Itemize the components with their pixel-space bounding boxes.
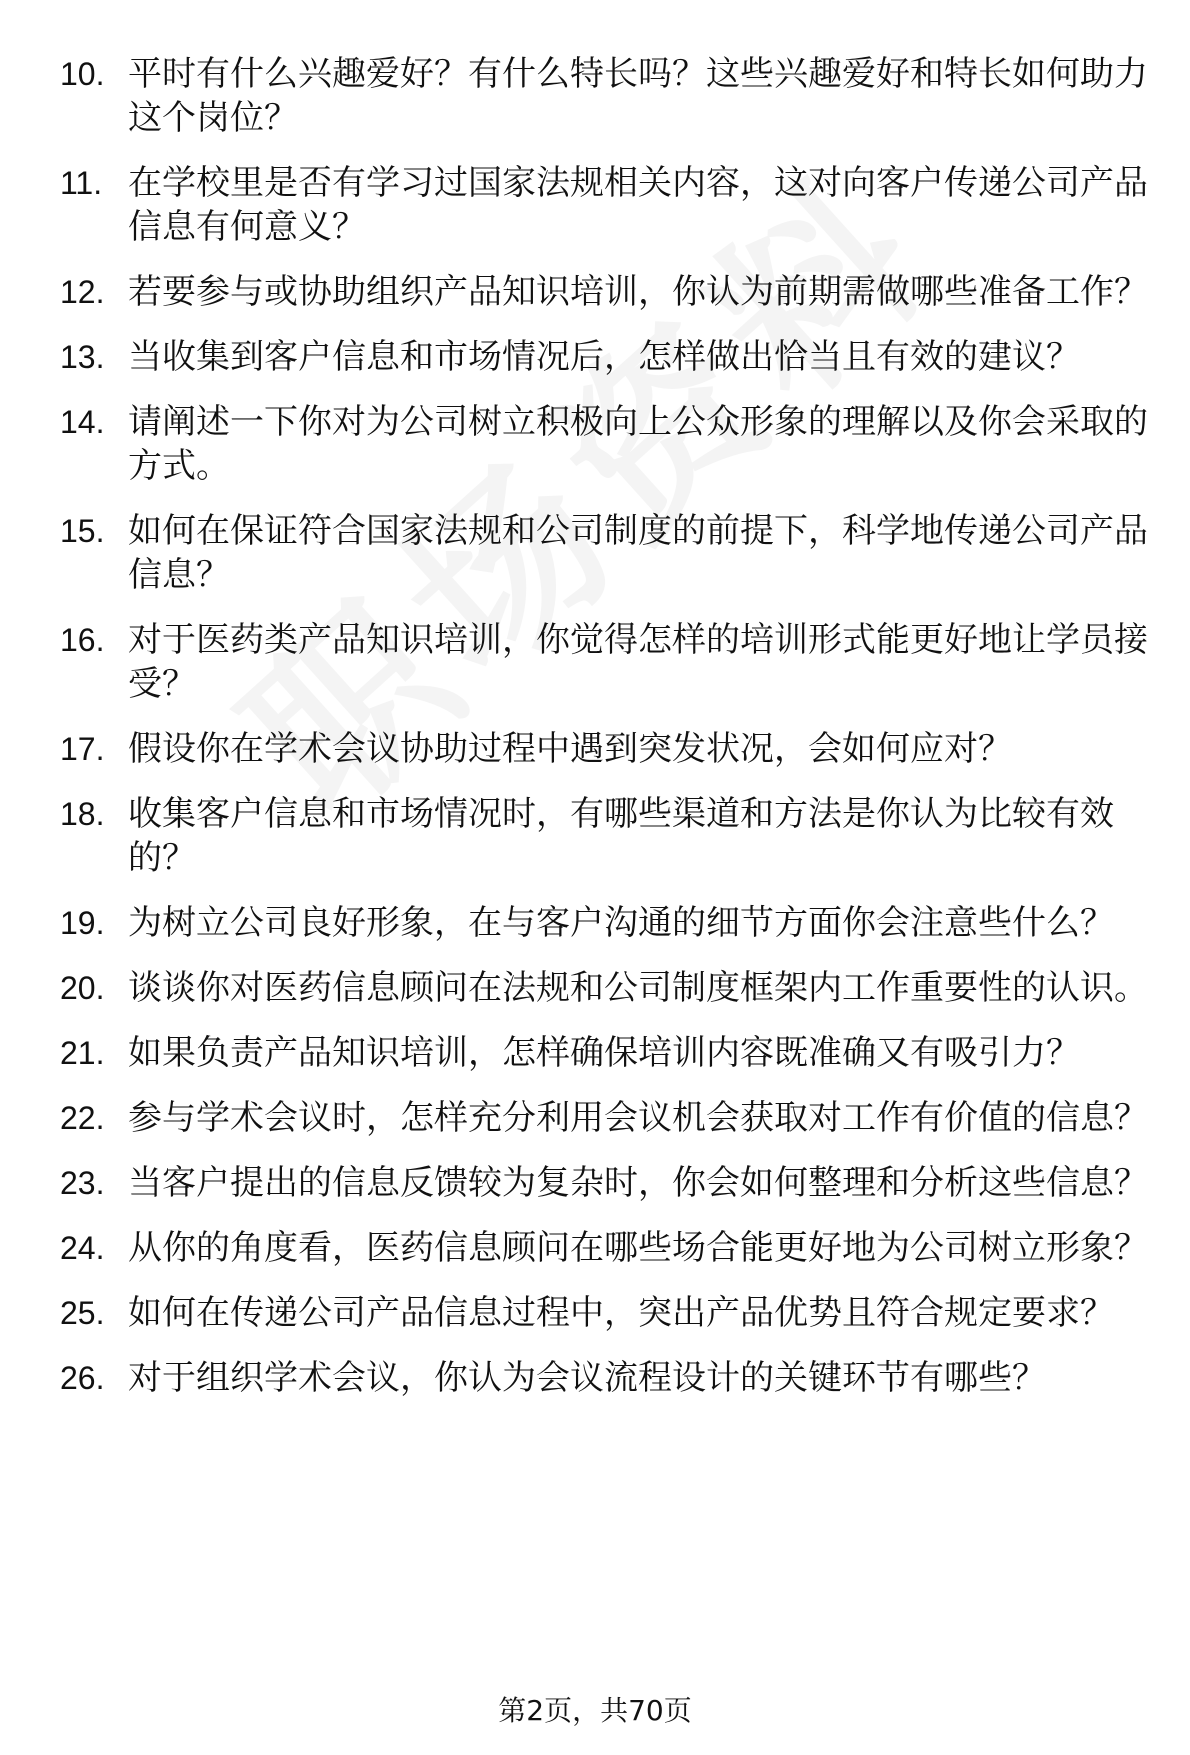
list-item bbox=[60, 618, 1150, 706]
question-text: 如何在保证符合国家法规和公司制度的前提下，科学地传递公司产品信息？ bbox=[128, 511, 1148, 595]
list-item bbox=[60, 1096, 1150, 1140]
question-text: 假设你在学术会议协助过程中遇到突发状况，会如何应对？ bbox=[128, 729, 1012, 769]
list-item bbox=[60, 1031, 1150, 1075]
question-text: 谈谈你对医药信息顾问在法规和公司制度框架内工作重要性的认识。 bbox=[128, 968, 1148, 1008]
list-item bbox=[60, 1226, 1150, 1270]
list-item bbox=[60, 400, 1150, 488]
question-text: 若要参与或协助组织产品知识培训，你认为前期需做哪些准备工作？ bbox=[128, 272, 1148, 312]
question-text: 对于医药类产品知识培训，你觉得怎样的培训形式能更好地让学员接受？ bbox=[128, 620, 1148, 704]
question-number: 11. bbox=[60, 165, 103, 201]
question-text: 从你的角度看，医药信息顾问在哪些场合能更好地为公司树立形象？ bbox=[128, 1228, 1148, 1268]
question-number: 21. bbox=[60, 1035, 105, 1071]
question-text: 参与学术会议时，怎样充分利用会议机会获取对工作有价值的信息？ bbox=[128, 1098, 1148, 1138]
question-number: 15. bbox=[60, 513, 105, 549]
question-number: 17. bbox=[60, 731, 105, 767]
question-number: 10. bbox=[60, 56, 105, 92]
question-number: 13. bbox=[60, 339, 105, 375]
question-number: 16. bbox=[60, 622, 105, 658]
question-text: 当收集到客户信息和市场情况后，怎样做出恰当且有效的建议？ bbox=[128, 337, 1080, 377]
question-number: 25. bbox=[60, 1295, 105, 1331]
list-item bbox=[60, 1291, 1150, 1335]
question-list bbox=[60, 52, 1150, 1421]
question-text: 平时有什么兴趣爱好？有什么特长吗？这些兴趣爱好和特长如何助力这个岗位？ bbox=[128, 54, 1148, 138]
question-number: 19. bbox=[60, 905, 105, 941]
question-number: 24. bbox=[60, 1230, 105, 1266]
list-item bbox=[60, 1356, 1150, 1400]
question-text: 请阐述一下你对为公司树立积极向上公众形象的理解以及你会采取的方式。 bbox=[128, 402, 1148, 486]
question-text: 在学校里是否有学习过国家法规相关内容，这对向客户传递公司产品信息有何意义？ bbox=[128, 163, 1148, 247]
question-text: 为树立公司良好形象，在与客户沟通的细节方面你会注意些什么？ bbox=[128, 903, 1114, 943]
list-item bbox=[60, 509, 1150, 597]
list-item bbox=[60, 792, 1150, 880]
list-item bbox=[60, 161, 1150, 249]
list-item bbox=[60, 1161, 1150, 1205]
question-number: 23. bbox=[60, 1165, 105, 1201]
page-footer: 第2页，共70页 bbox=[498, 1694, 692, 1727]
question-number: 12. bbox=[60, 274, 105, 310]
list-item bbox=[60, 966, 1150, 1010]
question-number: 14. bbox=[60, 404, 105, 440]
question-text: 收集客户信息和市场情况时，有哪些渠道和方法是你认为比较有效的？ bbox=[128, 794, 1114, 878]
list-item bbox=[60, 901, 1150, 945]
question-text: 如果负责产品知识培训，怎样确保培训内容既准确又有吸引力？ bbox=[128, 1033, 1080, 1073]
question-number: 22. bbox=[60, 1100, 105, 1136]
list-item bbox=[60, 727, 1150, 771]
question-number: 20. bbox=[60, 970, 105, 1006]
question-text: 如何在传递公司产品信息过程中，突出产品优势且符合规定要求？ bbox=[128, 1293, 1114, 1333]
question-text: 对于组织学术会议，你认为会议流程设计的关键环节有哪些？ bbox=[128, 1358, 1046, 1398]
list-item bbox=[60, 52, 1150, 140]
list-item bbox=[60, 270, 1150, 314]
question-number: 18. bbox=[60, 796, 105, 832]
question-number: 26. bbox=[60, 1360, 105, 1396]
question-text: 当客户提出的信息反馈较为复杂时，你会如何整理和分析这些信息？ bbox=[128, 1163, 1148, 1203]
list-item bbox=[60, 335, 1150, 379]
